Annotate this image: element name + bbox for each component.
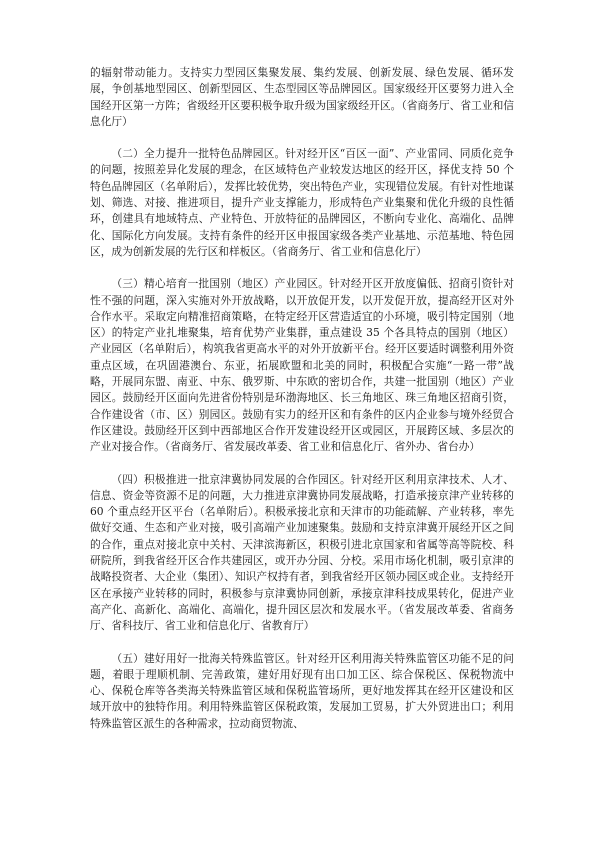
paragraph-gap [90, 635, 514, 651]
document-page [90, 65, 514, 732]
paragraph-section-5: （五）建好用好一批海关特殊监管区。针对经开区利用海关特殊监管区功能不足的问题，着眼于理顺机制、完善政策，建好用好现有出口加工区、综合保税区、保税物流中心、保税仓库等各类海关特殊监管区域和保税监管场所，更好地发挥其在经开区建设和区域开放中的独特作用。利用特殊监管区保税政策，发展加工贸易，扩大外贸进出口；利用特殊监管区派生的各种需求，拉动商贸物流、 [90, 651, 514, 730]
paragraph-gap [90, 130, 514, 146]
paragraph-gap [90, 456, 514, 472]
paragraph-section-2: （二）全力提升一批特色品牌园区。针对经开区“百区一面”、产业雷同、同质化竞争的问题，按照差异化发展的理念，在区域特色产业较发达地区的经开区，择优支持 50 个特色品牌园区（名单附后），发挥比较优势，突出特色产业，实现错位发展。有针对性地谋划、筛选、对接、推进项目，提升产业支撑能力，形成特色产业集聚和优化升级的良性循环，创建具有地域特点、产业特色、开放特征的品牌园区，不断向专业化、高端化、品牌化、国际化方向发展。支持有条件的经开区申报国家级各类产业基地、示范基地、特色园区，成为创新发展的先行区和样板区。（省商务厅、省工业和信息化厅） [90, 147, 514, 258]
paragraph-section-4: （四）积极推进一批京津冀协同发展的合作园区。针对经开区利用京津技术、人才、信息、资金等资源不足的问题，大力推进京津冀协同发展战略，打造承接京津产业转移的 60 个重点经开区平台（名单附后）。积极承接北京和天津市的功能疏解、产业转移，率先做好交通、生态和产业对接，吸引高端产业加速聚集。鼓励和支持京津冀开展经开区之间的合作，重点对接北京中关村、天津滨海新区，积极引进北京国家和省属等高等院校、科研院所，到我省经开区合作共建园区，或开办分园、分校。采用市场化机制，吸引京津的战略投资者、大企业（集团）、知识产权持有者，到我省经开区领办园区或企业。支持经开区在承接产业转移的同时，积极参与京津冀协同创新，承接京津科技成果转化，促进产业高产化、高新化、高端化、高端化，提升园区层次和发展水平。（省发展改革委、省商务厅、省科技厅、省工业和信息化厅、省教育厅） [90, 472, 514, 633]
paragraph-section-3: （三）精心培育一批国别（地区）产业园区。针对经开区开放度偏低、招商引资针对性不强的问题，深入实施对外开放战略，以开放促开发，以开发促开放，提高经开区对外合作水平。采取定向精准招商策略，在特定经开区营造适宜的小环境，吸引特定国别（地区）的特定产业扎堆聚集，培育优势产业集群，重点建设 35 个各具特点的国别（地区）产业园区（名单附后），构筑我省更高水平的对外开放新平台。经开区要适时调整利用外资重点区域，在巩固港澳台、东亚，拓展欧盟和北美的同时，积极配合实施“一路一带”战略，开展同东盟、南亚、中东、俄罗斯、中东欧的密切合作，共建一批国别（地区）产业园区。鼓励经开区面向先进省份特别是环渤海地区、长三角地区、珠三角地区招商引资，合作建设省（市、区）别园区。鼓励有实力的经开区和有条件的区内企业参与境外经贸合作区建设。鼓励经开区到中西部地区合作开发建设经开区或园区，开展跨区域、多层次的产业对接合作。（省商务厅、省发展改革委、省工业和信息化厅、省外办、省台办） [90, 277, 514, 454]
paragraph-gap [90, 260, 514, 276]
paragraph-continuation: 的辐射带动能力。支持实力型园区集聚发展、集约发展、创新发展、绿色发展、循环发展，争创基地型园区、创新型园区、生态型园区等品牌园区。国家级经开区要努力进入全国经开区第一方阵；省级经开区要积极争取升级为国家级经开区。（省商务厅、省工业和信息化厅） [90, 66, 514, 128]
